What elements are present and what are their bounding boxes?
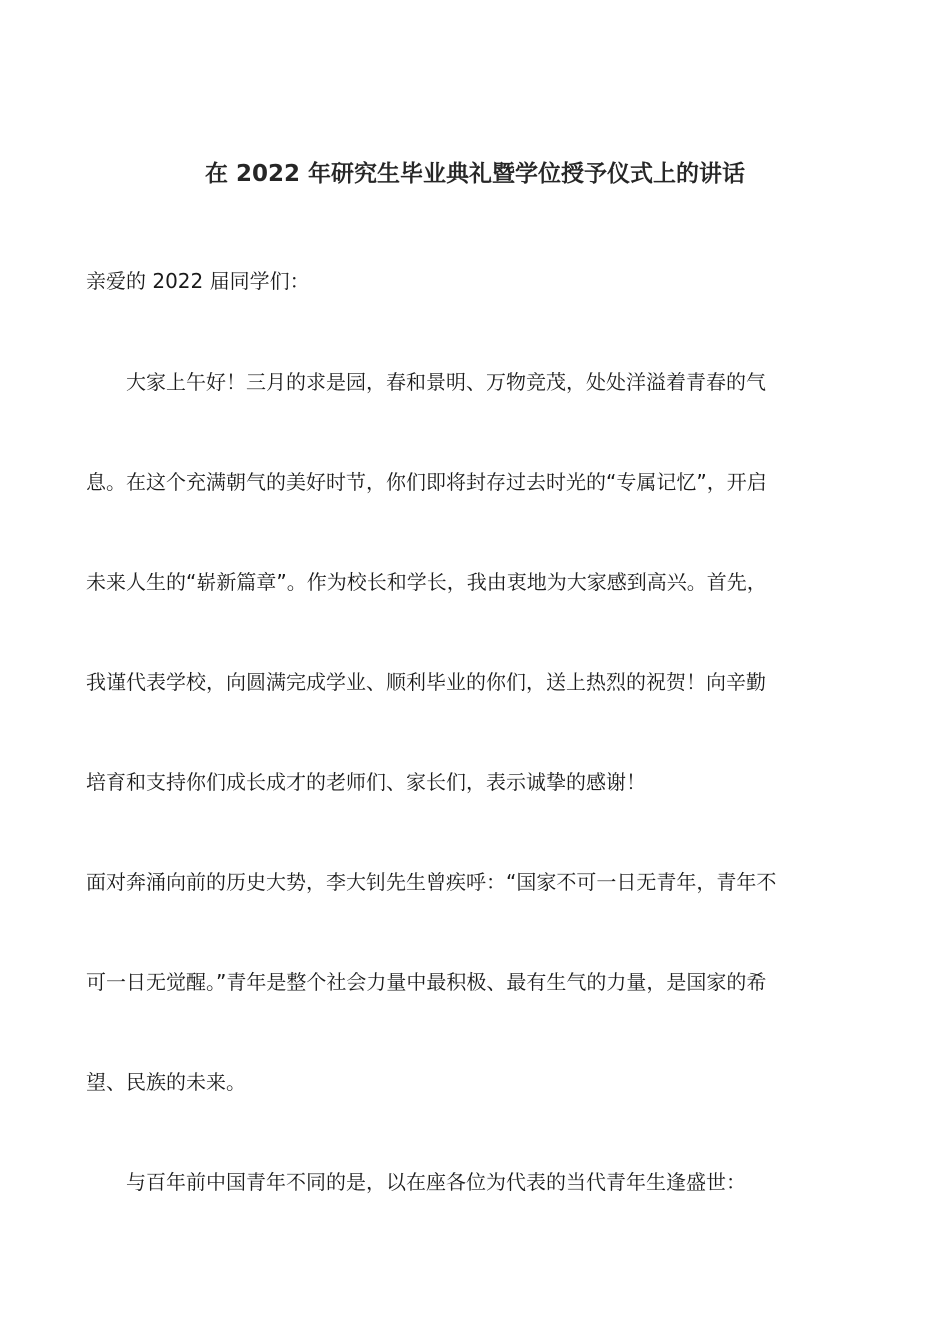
- paragraph-line: 未来人生的“崭新篇章”。作为校长和学长，我由衷地为大家感到高兴。首先，: [86, 570, 767, 594]
- salutation-line: 亲爱的 2022 届同学们：: [86, 269, 310, 293]
- paragraph-line: 我谨代表学校，向圆满完成学业、顺利毕业的你们，送上热烈的祝贺！向辛勤: [86, 670, 766, 694]
- paragraph-line: 息。在这个充满朝气的美好时节，你们即将封存过去时光的“专属记忆”，开启: [86, 470, 767, 494]
- paragraph-line: 大家上午好！三月的求是园，春和景明、万物竞茂，处处洋溢着青春的气: [86, 370, 766, 394]
- paragraph-line: 可一日无觉醒。”青年是整个社会力量中最积极、最有生气的力量，是国家的希: [86, 970, 767, 994]
- paragraph-line: 培育和支持你们成长成才的老师们、家长们，表示诚挚的感谢！: [86, 770, 646, 794]
- document-title: 在 2022 年研究生毕业典礼暨学位授予仪式上的讲话: [204, 161, 746, 187]
- paragraph-line: 与百年前中国青年不同的是，以在座各位为代表的当代青年生逢盛世：: [86, 1170, 746, 1194]
- paragraph-line: 望、民族的未来。: [86, 1070, 246, 1094]
- paragraph-line: 面对奔涌向前的历史大势，李大钊先生曾疾呼：“国家不可一日无青年，青年不: [86, 870, 777, 894]
